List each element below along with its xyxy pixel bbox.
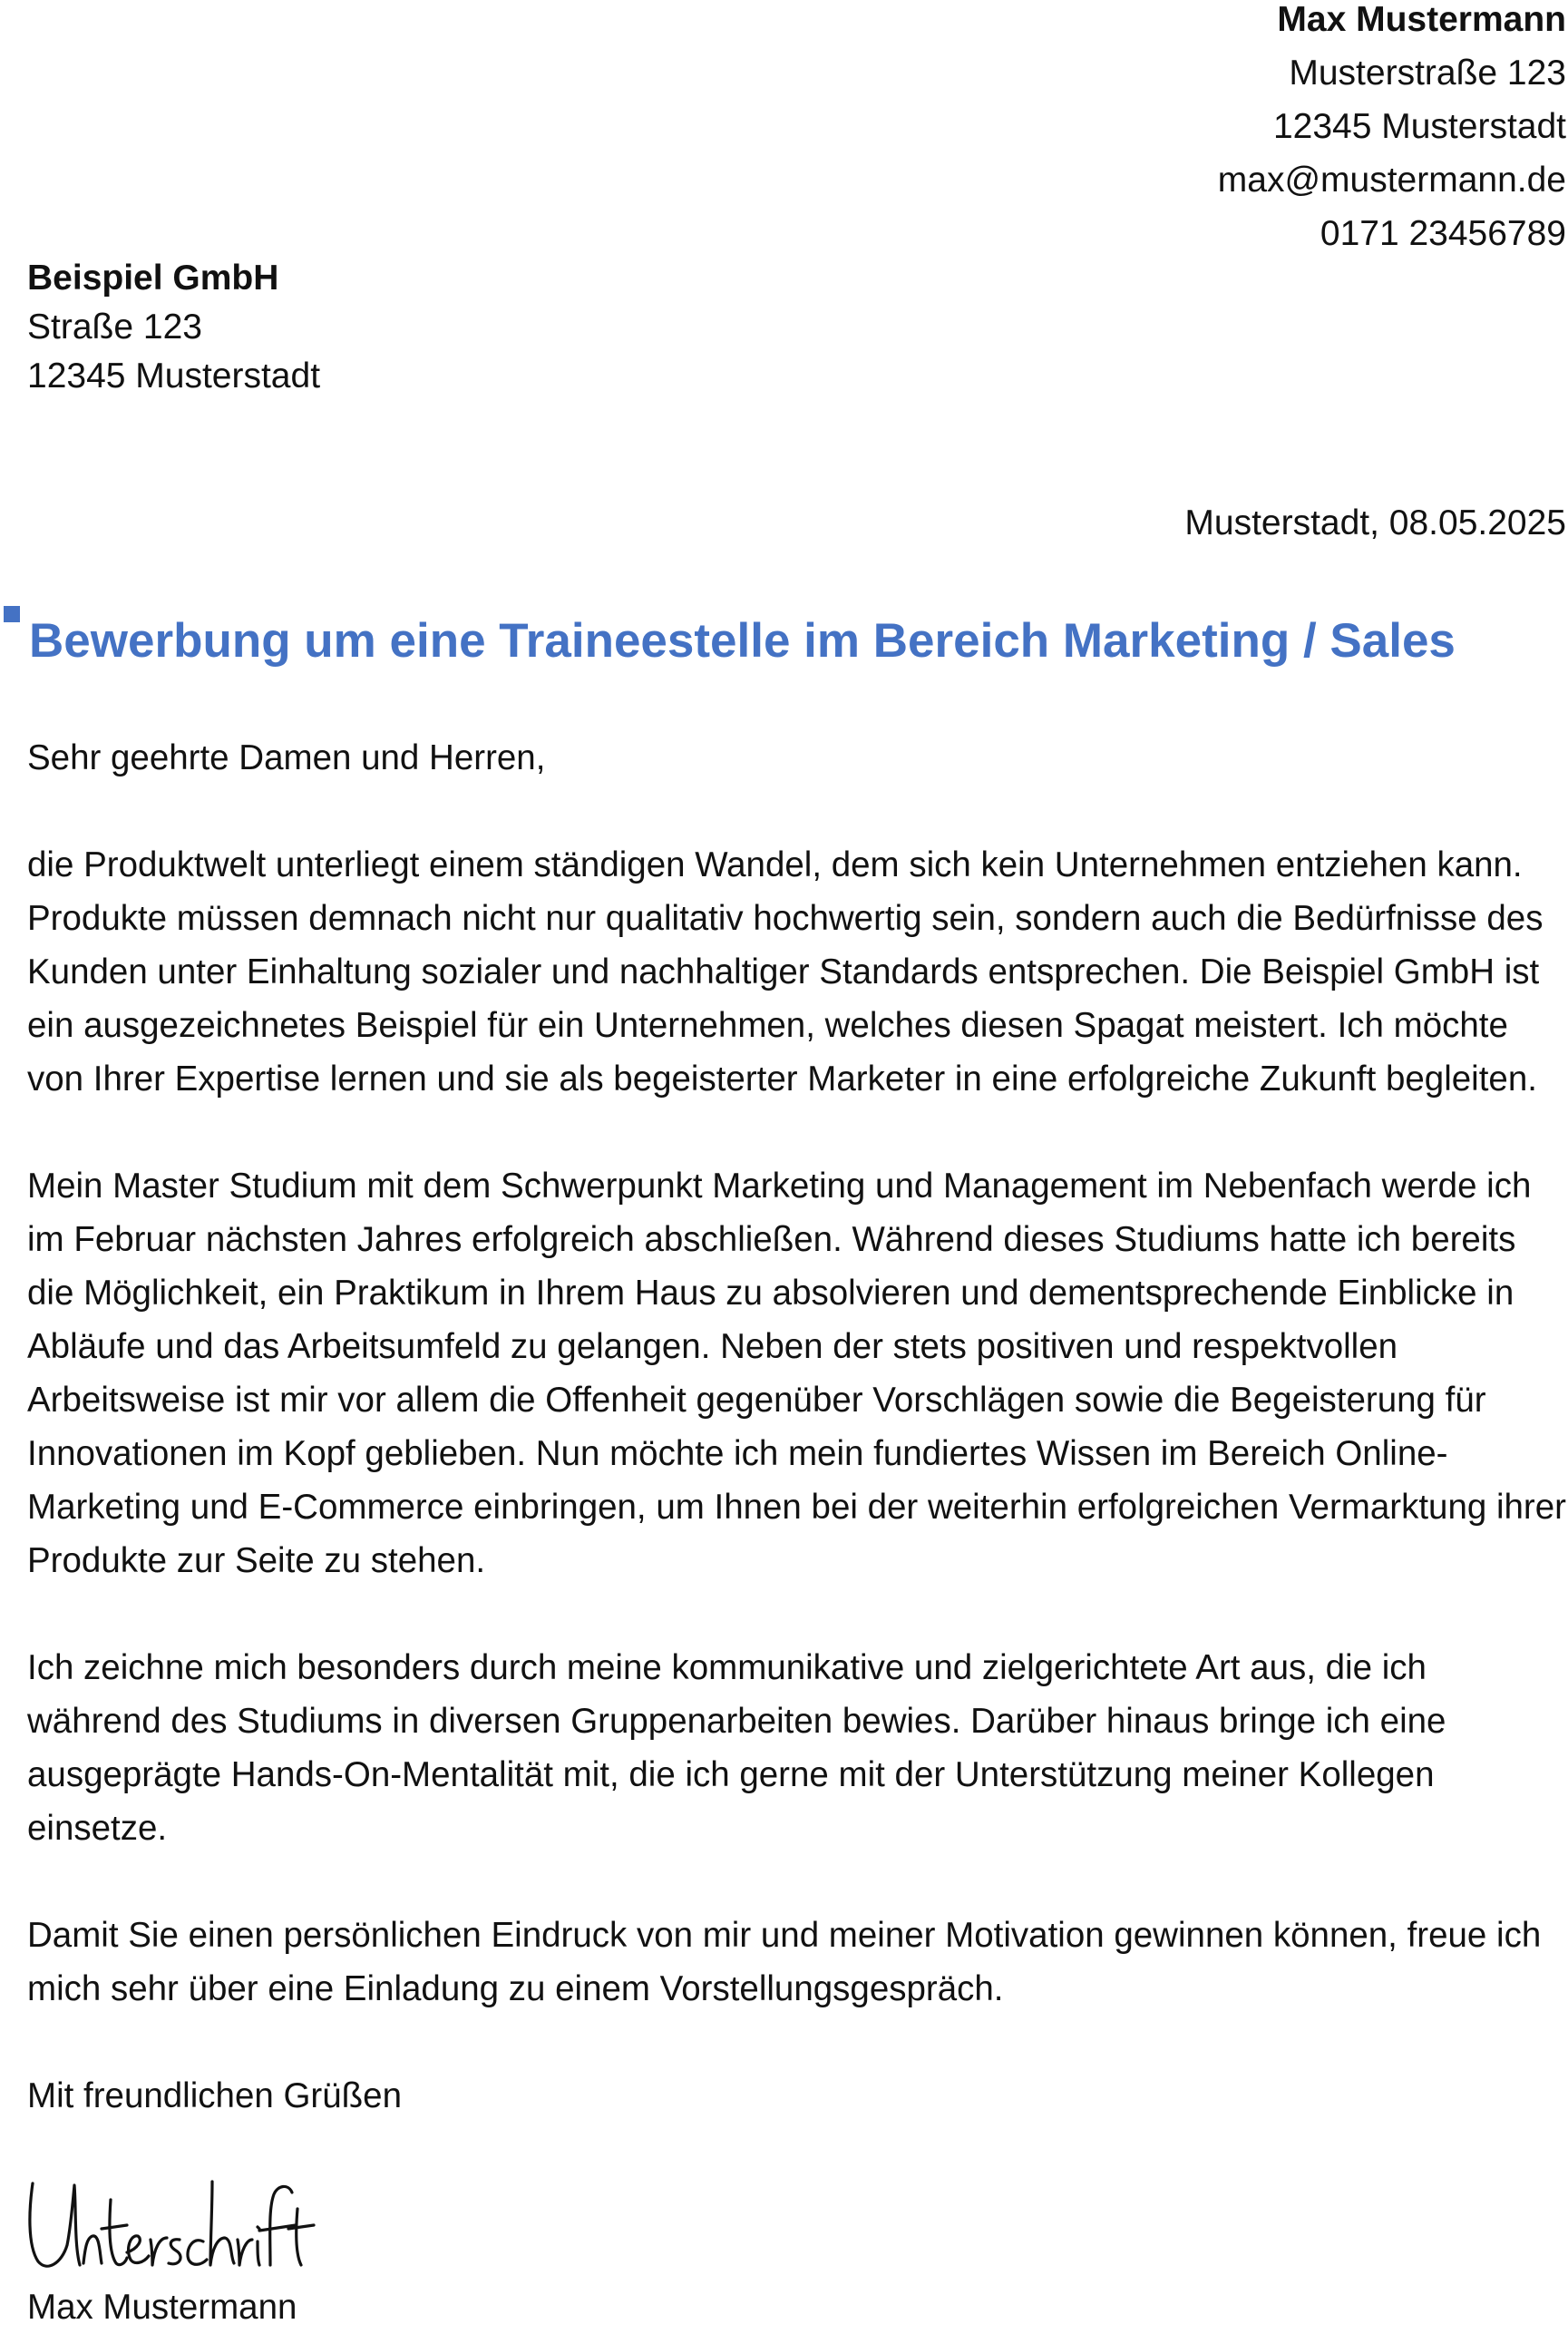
salutation: Sehr geehrte Damen und Herren, [27,738,546,777]
heading-marker [4,606,20,622]
body-paragraph: Ich zeichne mich besonders durch meine kommunikative und zielgerichtete Art aus, die ich während des Studiums in diversen Gruppenarbeiten bewies. Darüber hinaus bringe ich eine ausgeprägte Hands-On-Mentalität mit, die ich gerne mit der Unterstützung meiner Kollegen einsetze. [27,1648,1446,1848]
body-paragraph: Mein Master Studium mit dem Schwerpunkt Marketing und Management im Nebenfach werde ich im Februar nächsten Jahres erfolgreich abschließen. Während dieses Studiums hatte ich bereits die Möglichkeit, ein Praktikum in Ihrem Haus zu absolvieren und dementsprechende Einblicke in Abläufe und das Arbeitsumfeld zu gelangen. Neben der stets positiven und respektvollen Arbeitsweise ist mir vor allem die Offenheit gegenüber Vorschlägen sowie die Begeisterung für Innovationen im Kopf geblieben. Nun möchte ich mein fundiertes Wissen im Bereich Online-Marketing und E-Commerce einbringen, um Ihnen bei der weiterhin erfolgreichen Vermarktung ihrer Produkte zur Seite zu stehen. [27,1167,1566,1580]
signer-name: Max Mustermann [27,2288,297,2327]
date-line: Musterstadt, 08.05.2025 [1184,503,1566,542]
sender-email: max@mustermann.de [1217,161,1566,200]
sender-address-block [1218,0,1566,260]
recipient-company: Beispiel GmbH [27,259,279,298]
sender-name: Max Mustermann [1277,0,1566,39]
closing-line: Mit freundlichen Grüßen [27,2076,402,2115]
signature-image [25,2173,352,2281]
sender-street: Musterstraße 123 [1289,54,1566,93]
recipient-address-block [27,254,320,401]
body-paragraph: Damit Sie einen persönlichen Eindruck von mir und meiner Motivation gewinnen können, freue ich mich sehr über eine Einladung zu einem Vorstellungsgespräch. [27,1916,1542,2008]
sender-phone: 0171 23456789 [1320,214,1566,253]
handwritten-signature [25,2173,352,2281]
recipient-street: Straße 123 [27,308,202,347]
recipient-city: 12345 Musterstadt [27,356,321,396]
letter-body [27,731,1568,2176]
body-paragraph: die Produktwelt unterliegt einem ständigen Wandel, dem sich kein Unternehmen entziehen kann. Produkte müssen demnach nicht nur qualitativ hochwertig sein, sondern auch die Bedürfnisse des Kunden unter Einhaltung sozialer und nachhaltiger Standards entsprechen. Die Beispiel GmbH ist ein ausgezeichnetes Beispiel für ein Unternehmen, welches diesen Spagat meistert. Ich möchte von Ihrer Expertise lernen und sie als begeisterter Marketer in eine erfolgreiche Zukunft begleiten. [27,845,1544,1099]
sender-city: 12345 Musterstadt [1272,107,1566,146]
subject-heading: Bewerbung um eine Traineestelle im Bereich Marketing / Sales [29,614,1456,668]
